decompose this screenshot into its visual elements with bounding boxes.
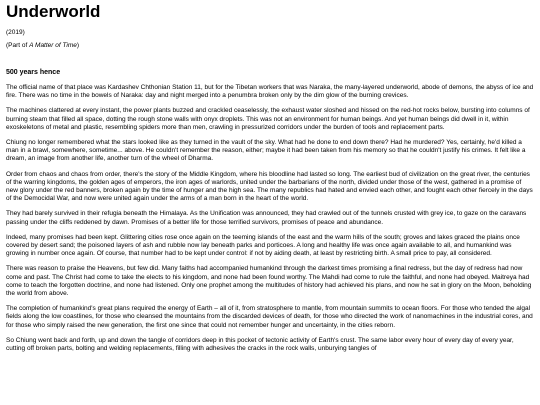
paragraph: The official name of that place was Kardashev Chthonian Station 11, but for the Tibetan workers that was Naraka, the many-layered underworld, abode of demons, the abyss of ice and fire. There was no time in the bowels of Naraka: day and night merged into a penumbra broken only by the dim glow of the burning crevices. [6, 84, 534, 100]
part-suffix: ) [76, 42, 80, 49]
paragraph: The completion of humankind's great plans required the energy of Earth – all of it, from stratosphere to mantle, from mountain summits to ocean floors. For those who tended the algal fields along the low coastlines, for those who cleansed the mountains from the discarded devices of death, for those who directed the work of nanomachines in the industrial cores, and for those who simply raised the new generation, the first one since that could not remember hunger and uncertainty, in the cities reborn. [6, 305, 533, 329]
paragraph: The machines clattered at every instant, the power plants buzzed and crackled ceaselessly, the exhaust water sloshed and hissed on the red-hot rocks below, bursting into columns of burning steam that filled all space, dotting the rough stone walls with onyx droplets. This was not an environment for human beings. And yet human beings did dwell in it, within exoskeletons of metal and plastic, resembling spiders more than men, crawling in pressurized corridors under the burden of tools and replacement parts. [6, 107, 530, 131]
paragraph: So Chiung went back and forth, up and down the tangle of corridors deep in this pocket of tectonic activity of Earth's crust. The same labor every hour of every day of every year, cutting off broken parts, bolting and welding replacements, filling with adhesives the cracks in the rock walls, unburying tangles of [6, 336, 514, 353]
part-prefix: (Part of [6, 42, 30, 49]
section-heading: 500 years hence [6, 69, 61, 76]
paragraph: Order from chaos and chaos from order, there's the story of the Middle Kingdom, where his bloodline had lasted so long. The earliest bud of civilization on the great river, the centuries of the warring kingdoms, the golden ages of emperors, the iron ages of warlords, united under the barbarians of the north, divided under those of the west, gathered in a promise of new glory under the red banners, broken again by the time of hunger and the high sea. The many republics had hated and envied each other, and fought each other fiercely in the days of the Democidal War, and now were united again under the arms of a man born in the heart of the world. [6, 170, 533, 203]
part-title: A Matter of Time [29, 42, 77, 49]
spacer [6, 54, 534, 68]
document-part-note [6, 41, 534, 50]
paragraph: Indeed, many promises had been kept. Glittering cities rose once again on the teeming islands of the east and the warm hills of the south; groves and lakes graced the plains once covered by desert sand; the poisoned layers of ash and rubble now lay beneath parks and porticoes. A long and healthy life was once again available to all, and humankind was growing in number once again. Of course, that number had to be kept under control: if not by aiding death, at least by restricting birth. A small price to pay, all considered. [6, 233, 520, 258]
document-year: (2019) [6, 29, 25, 36]
paragraph: Chiung no longer remembered what the stars looked like as they turned in the vault of the sky. What had he done to end down there? Had he murdered? Yes, certainly, he'd killed a man in a brawl, somewhere, sometime... above. He couldn't remember the reason, either; maybe it had been taken from his memory so that he couldn't justify his crimes. It felt like a dream, an image from another life, another turn of the wheel of Dharma. [6, 139, 526, 163]
paragraph: They had barely survived in their refugia beneath the Himalaya. As the Unification was announced, they had crawled out of the tunnels crusted with grey ice, to gaze on the caravans passing under the cliffs reddened by dawn. Promises of a better life for those terrified survivors, promises of peace and abundance. [6, 210, 527, 226]
document-title: Underworld [6, 2, 101, 21]
paragraph: There was reason to praise the Heavens, but few did. Many faiths had accompanied humankind through the darkest times promising a final redress, but the day of redress had now come and past. The Christ had come to take the elects to his kingdom, and none had been found worthy. The Mahdi had come to rule the faithful, and none had obeyed. Maitreya had come to teach the forgotten doctrine, and none had listened. Only one prophet among the multitudes of history had achieved his plans, and now he sat in glory on the Moon, beholding the world from above. [6, 265, 532, 298]
